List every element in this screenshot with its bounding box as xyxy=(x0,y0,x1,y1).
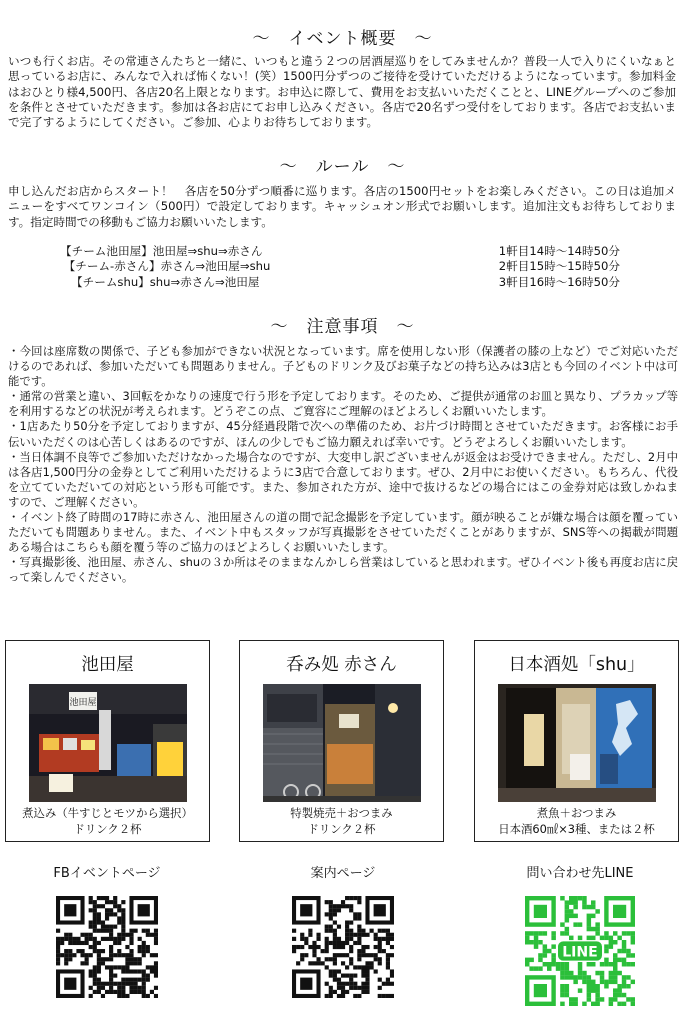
note-item: ・写真撮影後、池田屋、赤さん、shuの３か所はそのままなんかしら営業はしていると思われます。ぜひイベント後も再度お店に戻って楽しんでください。 xyxy=(8,555,678,585)
note-item: ・今回は座席数の関係で、子ども参加ができない状況となっています。席を使用しない形（保護者の膝の上など）でご対応いただけるのであれば、参加いただいても問題ありません。子どものドリンク及びお菓子などの持ち込みは3店とも今回のイベント中は可能です。 xyxy=(8,344,678,389)
rules-text: 申し込んだお店からスタート！ 各店を50分ずつ順番に巡ります。各店の1500円セットをお楽しみください。この日は追加メニューをすべてワンコイン（500円）で設定しております。キャッシュオン形式でお願いします。追加注文もお待ちしております。指定時間での移動もご協力お願いいたします。 xyxy=(8,184,676,229)
qr-label: 問い合わせ先LINE xyxy=(526,866,634,881)
shop-menu: 煮魚＋おつまみ xyxy=(536,806,617,820)
shop-card-ikedaya xyxy=(5,640,210,842)
line-logo: LINE xyxy=(562,944,598,961)
schedule-time: 3軒目16時～16時50分 xyxy=(498,274,620,289)
schedule-team: 【チームshu】shu⇒赤さん⇒池田屋 xyxy=(60,274,260,289)
note-item: ・通常の営業と違い、3回転をかなりの速度で行う形を予定しております。そのため、ご提供が通常のお皿と異なり、プラカップ等を利用するなどの状況が考えられます。どうぞこの点、ご寛容にご理解のほどよろしくお願いいたします。 xyxy=(8,389,678,419)
shop-photo xyxy=(29,684,187,802)
qr-fb-event xyxy=(17,862,197,998)
shop-name: 日本酒処「shu」 xyxy=(508,655,645,675)
shop-drink: 日本酒60㎖×3種、または２杯 xyxy=(498,821,655,836)
note-item: ・1店あたり50分を予定しておりますが、45分経過段階で次への準備のため、お片づけ時間とさせていただきます。お客様にお手伝いいただくのは心苦しくはあるのですが、ほんの少しでもご協力願えれば幸いです。どうぞよろしくお願いいたします。 xyxy=(8,419,678,449)
shop-drink: ドリンク２杯 xyxy=(307,821,376,836)
qr-code-icon[interactable] xyxy=(56,896,158,998)
shop-card-shu xyxy=(474,640,679,842)
schedule-row xyxy=(60,244,620,259)
schedule xyxy=(60,244,620,290)
qr-code-icon[interactable] xyxy=(292,896,394,998)
schedule-team: 【チーム-赤さん】赤さん⇒池田屋⇒shu xyxy=(60,259,271,274)
qr-guide-page xyxy=(253,862,433,998)
note-item: ・イベント終了時間の17時に赤さん、池田屋さんの道の間で記念撮影を予定しています。顔が映ることが嫌な場合は顔を覆っていただいても問題ありません。また、イベント中もスタッフが写真撮影をさせていただくことがありますが、SNS等への掲載が問題ある場合はこちらも顔を覆う等のご協力のほどよろしくお願いいたします。 xyxy=(8,510,678,555)
event-heading: ～ イベント概要 ～ xyxy=(252,29,433,49)
shop-name: 池田屋 xyxy=(81,655,134,675)
qr-code-icon[interactable] xyxy=(525,896,635,1006)
shop-sign: 池田屋 xyxy=(68,698,97,708)
event-text: いつも行くお店。その常連さんたちと一緒に、いつもと違う２つの居酒屋巡りをしてみませんか？普段一人で入りにくいなぁと思っているお店に、みんなで入れば怖くない！(笑）1500円分ずつのご接待を受けていただけるようになっています。参加料金はおひとり様4,500円、各店20名上限となります。お申込に際して、費用をお支払いいただくことと、LINEグループへのご参加を条件とさせていただきます。参加は各お店にてお申し込みください。各店で20名ずつ受付をしております。各店でお支払いまで完了するようにしてください。ご参加、心よりお待ちしております。 xyxy=(8,54,676,130)
shop-photo xyxy=(263,684,421,802)
notes-heading: ～ 注意事項 ～ xyxy=(270,317,415,337)
shop-name: 呑み処 赤さん xyxy=(286,655,397,675)
shop-menu: 特製焼売＋おつまみ xyxy=(290,806,393,820)
schedule-team: 【チーム池田屋】池田屋⇒shu⇒赤さん xyxy=(60,244,263,258)
schedule-time: 1軒目14時～14時50分 xyxy=(498,244,620,258)
qr-label: FBイベントページ xyxy=(53,866,161,881)
qr-line-contact xyxy=(490,862,670,1006)
shop-card-akasan xyxy=(239,640,444,842)
schedule-time: 2軒目15時～15時50分 xyxy=(498,259,620,274)
schedule-row xyxy=(60,259,620,274)
notes-list xyxy=(8,344,678,586)
shop-photo xyxy=(498,684,656,802)
schedule-row xyxy=(60,275,620,290)
shop-drink: ドリンク２杯 xyxy=(73,821,142,836)
qr-label: 案内ページ xyxy=(310,866,376,881)
shop-menu: 煮込み（牛すじとモツから選択） xyxy=(22,806,193,820)
note-item: ・当日体調不良等でご参加いただけなかった場合なのですが、大変申し訳ございませんが返金はお受けできません。ただし、2月中は各店1,500円分の金券としてご利用いただけるように3店で合意しております。ぜひ、2月中にお使いください。もちろん、代役を立てていただいての対応という形も可能です。また、参加された方が、途中で抜けるなどの場合にはこの金券対応は致しかねますので、ご理解ください。 xyxy=(8,449,678,509)
rules-heading: ～ ルール ～ xyxy=(279,157,406,177)
